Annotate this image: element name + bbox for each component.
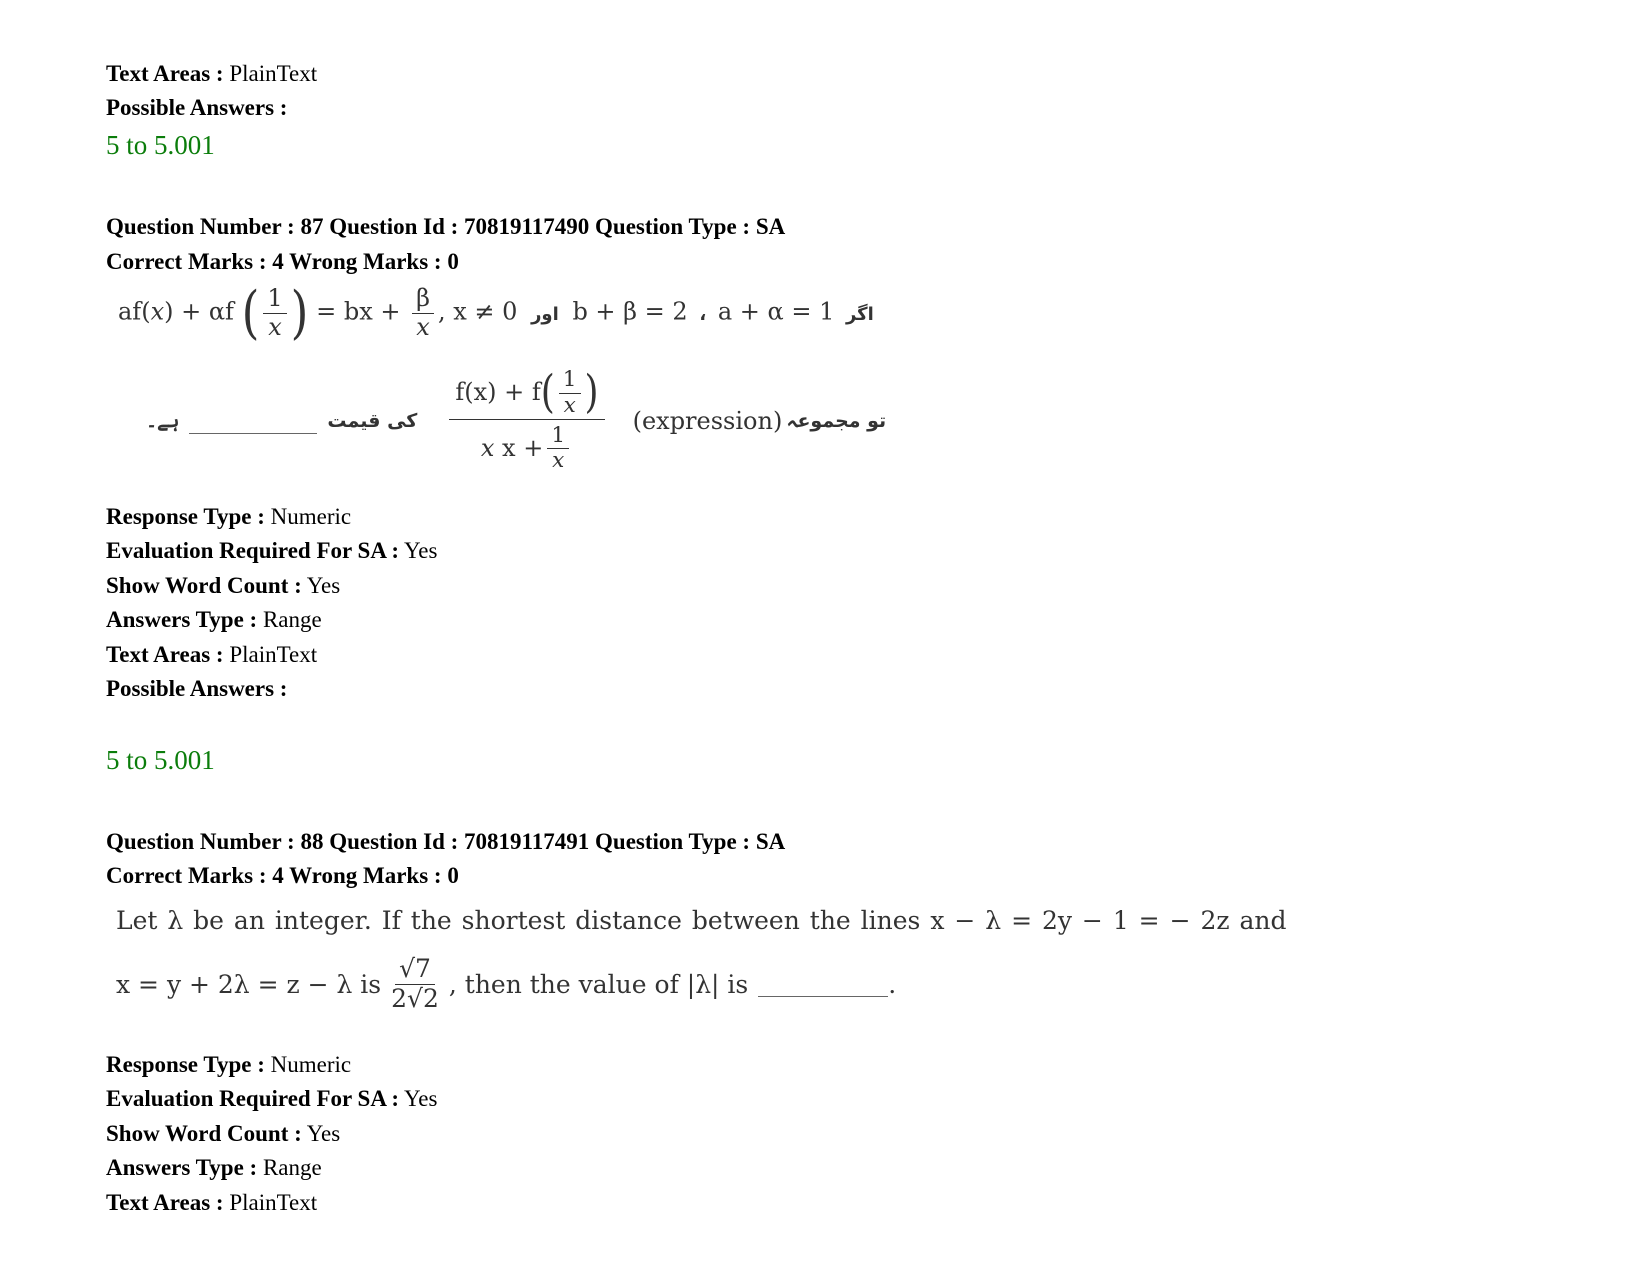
field-row: Answers Type : Range — [106, 607, 322, 633]
answer-blank — [189, 409, 317, 434]
field-row: Possible Answers : — [106, 675, 288, 701]
question-87-header: Question Number : 87 Question Id : 70819117490 Question Type : SA — [106, 214, 786, 239]
question-87-answer: 5 to 5.001 — [106, 745, 215, 775]
q88-math-line-1: Let λ be an integer. If the shortest distance between the lines x − λ = 2y − 1 = − 2z and — [116, 906, 1287, 935]
possible-answers-label: Possible Answers : — [106, 95, 288, 120]
field-row: Answers Type : Range — [106, 1155, 322, 1181]
field-row: Text Areas : PlainText — [106, 641, 318, 667]
field-value: PlainText — [229, 61, 318, 86]
question-88-fields — [106, 1048, 437, 1220]
field-label: Text Areas : — [106, 61, 224, 86]
field-row: Show Word Count : Yes — [106, 572, 341, 598]
field-row: Evaluation Required For SA : Yes — [106, 538, 438, 564]
question-88-header: Question Number : 88 Question Id : 70819117491 Question Type : SA — [106, 829, 786, 854]
answer-blank — [758, 972, 888, 997]
field-row: Response Type : Numeric — [106, 1052, 352, 1077]
q87-math-line-2: ہے۔ کی قیمت f(x) + f( $\frac{1}{x}$ ) x x + $\frac{1}{x}$ (expression) تو مجموعہ — [146, 367, 887, 474]
field-row: Evaluation Required For SA : Yes — [106, 1086, 438, 1112]
possible-answers-value: 5 to 5.001 — [106, 130, 215, 160]
field-row: Show Word Count : Yes — [106, 1120, 341, 1146]
question-88-marks: Correct Marks : 4 Wrong Marks : 0 — [106, 863, 459, 888]
field-row: Response Type : Numeric — [106, 504, 352, 529]
question-87-fields — [106, 500, 437, 706]
question-87-marks: Correct Marks : 4 Wrong Marks : 0 — [106, 249, 459, 274]
q87-math-line-1: af(x) + αf ( $\frac{1}{x}$ ) = bx + $\frac{\beta}{x}$ , x ≠ 0 اور b + β = 2 ، a + α = 1 اگر — [118, 279, 874, 346]
q88-math-line-2: x = y + 2λ = z − λ is $\frac{√7}{2√2}$ , then the value of |λ| is . — [116, 954, 897, 1013]
text-areas-row — [106, 57, 317, 91]
field-row: Text Areas : PlainText — [106, 1189, 318, 1215]
